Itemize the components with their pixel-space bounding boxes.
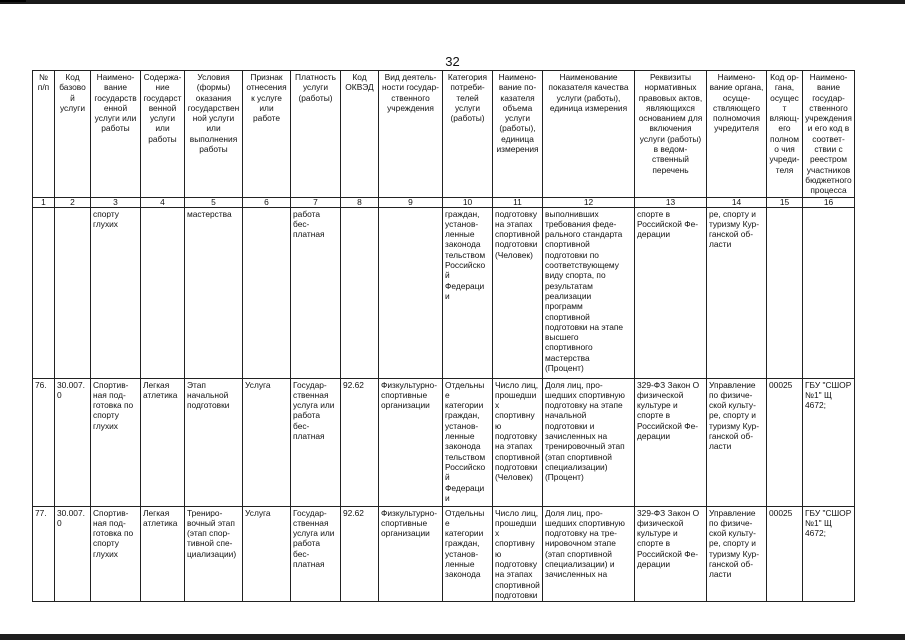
table-cell: 329-ФЗ Закон О физической культуре и спорте в Российской Фе- дерации — [635, 378, 707, 506]
column-number: 11 — [493, 197, 543, 207]
table-header — [33, 71, 855, 208]
table-cell: Число лиц, прошедших спортивную подготовку на этапах спортивной подготовки (Человек) — [493, 378, 543, 506]
table-cell: Управление по физиче- ской культу- ре, спорту и туризму Кур- ганской об- ласти — [707, 506, 767, 602]
column-header: Наимено-вание органа, осуще-ствляющего полномочия учредителя — [707, 71, 767, 198]
column-number: 4 — [141, 197, 185, 207]
table-cell: 76. — [33, 378, 55, 506]
table-row — [33, 506, 855, 602]
table-cell: 77. — [33, 506, 55, 602]
table-row — [33, 378, 855, 506]
table-cell: 30.007.0 — [55, 378, 91, 506]
table-cell: спорте в Российской Фе- дерации — [635, 207, 707, 378]
column-header: Наименование показателя качества услуги (работы), единица измерения — [543, 71, 635, 198]
table-cell: Спортив- ная под- готовка по спорту глухих — [91, 506, 141, 602]
column-header: Код ор-гана, осущест вляющ-его полномо чия учреди-теля — [767, 71, 803, 198]
table-cell: Услуга — [243, 506, 291, 602]
table-cell — [767, 207, 803, 378]
column-number: 14 — [707, 197, 767, 207]
table-cell: Этап начальной подготовки — [185, 378, 243, 506]
table-cell — [803, 207, 855, 378]
column-header: Наимено-вание государственной услуги или работы — [91, 71, 141, 198]
table-cell — [341, 207, 379, 378]
column-header: Код ОКВЭД — [341, 71, 379, 198]
table-cell: 92.62 — [341, 378, 379, 506]
column-number: 2 — [55, 197, 91, 207]
scan-top-edge — [0, 0, 905, 4]
table-row — [33, 207, 855, 378]
column-number: 16 — [803, 197, 855, 207]
page-number: 32 — [445, 54, 460, 69]
table-cell: спорту глухих — [91, 207, 141, 378]
table-cell: Доля лиц, про- шедших спортивную подготовку на тре- нировочном этапе (этап спортивной специализации) и зачисленных на — [543, 506, 635, 602]
table-cell: Отдельны е категории граждан, установ- ленные законода — [443, 506, 493, 602]
table-cell — [379, 207, 443, 378]
header-row — [33, 71, 855, 198]
table-cell — [243, 207, 291, 378]
table-cell: Трениро- вочный этап (этап спор- тивной спе- циализации) — [185, 506, 243, 602]
column-number: 5 — [185, 197, 243, 207]
table-cell: Доля лиц, про- шедших спортивную подготовку на этапе начальной подготовки и зачисленных на тренировочный этап (этап спортивной специализации) (Процент) — [543, 378, 635, 506]
column-header: Наимено-вание по-казателя объема услуги (работы), единица измерения — [493, 71, 543, 198]
table-cell: граждан, установ- ленные законода тельством Российско й Федераци и — [443, 207, 493, 378]
column-header: Вид деятель-ности государ-ственного учреждения — [379, 71, 443, 198]
column-number: 12 — [543, 197, 635, 207]
column-number: 6 — [243, 197, 291, 207]
table-cell: Физкультурно- спортивные организации — [379, 378, 443, 506]
column-header: Реквизиты нормативных правовых актов, являющихся основанием для включения услуги (работы) в ведом-ственный перечень — [635, 71, 707, 198]
table-cell: Государ- ственная услуга или работа бес- платная — [291, 506, 341, 602]
table-cell: 92.62 — [341, 506, 379, 602]
table-cell: ре, спорту и туризму Кур- ганской об- ласти — [707, 207, 767, 378]
table-cell: работа бес- платная — [291, 207, 341, 378]
column-header: № п/п — [33, 71, 55, 198]
column-number: 13 — [635, 197, 707, 207]
table-cell: 00025 — [767, 506, 803, 602]
table-cell: Легкая атлетика — [141, 506, 185, 602]
table-cell: мастерства — [185, 207, 243, 378]
table-cell: Государ- ственная услуга или работа бес- платная — [291, 378, 341, 506]
column-header: Платность услуги (работы) — [291, 71, 341, 198]
column-number: 8 — [341, 197, 379, 207]
services-register-table — [32, 70, 855, 602]
scan-mark — [0, 0, 26, 2]
table-cell: выполнивших требования феде- рального стандарта спортивной подготовки по соответствующему виду спорта, по результатам реализации программ спортивной подготовки на этапе высшего спортивного мастерства (Процент) — [543, 207, 635, 378]
column-number-row — [33, 197, 855, 207]
table-body — [33, 207, 855, 602]
column-number: 10 — [443, 197, 493, 207]
column-number: 9 — [379, 197, 443, 207]
table-cell: Услуга — [243, 378, 291, 506]
column-header: Признак отнесения к услуге или работе — [243, 71, 291, 198]
column-header: Наимено-вание государ-ственного учреждения и его код в соответ-ствии с реестром участников бюджетного процесса — [803, 71, 855, 198]
table-cell: Число лиц, прошедших спортивную подготовку на этапах спортивной подготовки — [493, 506, 543, 602]
table-cell: ГБУ "СШОР №1" Щ 4672; — [803, 506, 855, 602]
table-cell: Управление по физиче- ской культу- ре, спорту и туризму Кур- ганской об- ласти — [707, 378, 767, 506]
column-header: Категория потреби-телей услуги (работы) — [443, 71, 493, 198]
scan-bottom-edge — [0, 634, 905, 640]
table-cell: 00025 — [767, 378, 803, 506]
table-cell: Отдельны е категории граждан, установ- ленные законода тельством Российско й Федераци и — [443, 378, 493, 506]
column-number: 15 — [767, 197, 803, 207]
table-cell — [55, 207, 91, 378]
table-cell — [141, 207, 185, 378]
column-number: 3 — [91, 197, 141, 207]
table-cell: 329-ФЗ Закон О физической культуре и спорте в Российской Фе- дерации — [635, 506, 707, 602]
table-cell: ГБУ "СШОР №1" Щ 4672; — [803, 378, 855, 506]
column-header: Код базовой услуги — [55, 71, 91, 198]
column-header: Условия (формы) оказания государственной услуги или выполнения работы — [185, 71, 243, 198]
column-number: 1 — [33, 197, 55, 207]
table-cell: подготовку на этапах спортивной подготовки (Человек) — [493, 207, 543, 378]
table-cell: 30.007.0 — [55, 506, 91, 602]
table-cell: Физкультурно- спортивные организации — [379, 506, 443, 602]
column-number: 7 — [291, 197, 341, 207]
table-cell: Спортив- ная под- готовка по спорту глухих — [91, 378, 141, 506]
column-header: Содержа-ние государственной услуги или работы — [141, 71, 185, 198]
table-cell: Легкая атлетика — [141, 378, 185, 506]
table-cell — [33, 207, 55, 378]
